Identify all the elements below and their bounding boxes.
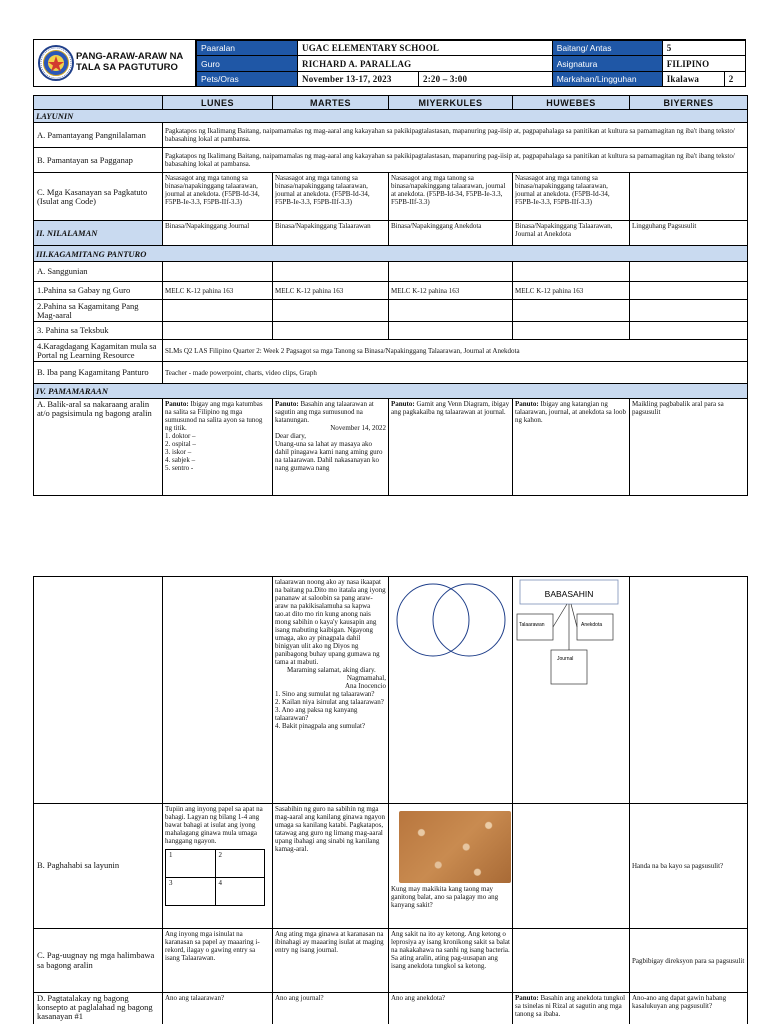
header-logo-cell [34, 40, 196, 86]
kasanayan-lunes: Nasasagot ang mga tanong sa binasa/napakinggang talaarawan, journal at anekdota. (F5PB-Id-34, F5PB-Ie-3.3, F5PB-IIf-3.3) [163, 173, 273, 221]
row-label-pamantayan-sa-pagganap: B. Pamantayan sa Pagganap [34, 148, 163, 173]
balik-aral-miyerkules [389, 399, 513, 496]
panuto-label: Panuto: [391, 400, 415, 408]
school-value: UGAC ELEMENTARY SCHOOL [298, 41, 553, 56]
subject-value: FILIPINO [662, 56, 745, 71]
pag-uugnay-biyernes: Pagbibigay direksyon para sa pagsusulit [630, 929, 748, 993]
date-label: Pets/Oras [197, 71, 298, 86]
talaarawan-label: Talaarawan [519, 622, 545, 628]
fold-grid [165, 849, 265, 906]
kasanayan-miyerkules: Nasasagot ang mga tanong sa binasa/napakinggang talaarawan, journal at anekdota. (F5PB-Id-34, F5PB-Ie-3.3, F5PB-IIf-3.3) [389, 173, 513, 221]
balik-huw-instruction: Ibigay ang katangian ng talaarawan, journal, at anekdota sa loob ng kahon. [515, 400, 626, 424]
row-label-learning-resource: 4.Karagdagang Kagamitan mula sa Portal ng Learning Resource [34, 340, 163, 362]
quarter-value: Ikalawa [662, 71, 724, 86]
row-label-iba-pang-kagamitan: B. Iba pang Kagamitang Panturo [34, 362, 163, 384]
row-label-gabay-ng-guro: 1.Pahina sa Gabay ng Guro [34, 282, 163, 300]
row-label-sanggunian: A. Sanggunian [34, 262, 163, 282]
balik-lunes-instruction: Ibigay ang mga katumbas na salita sa Filipino ng mga sumusunod na salita ayon sa tunog ng titik. [165, 400, 263, 432]
gabay-miyerkules: MELC K-12 pahina 163 [389, 282, 513, 300]
quarter-label: Markahan/Lingguhan [552, 71, 662, 86]
paghahabi-miy-text: Kung may makikita kang taong may ganitong balat, ano sa palagay mo ang kanyang sakit? [391, 885, 499, 909]
skin-condition-photo [399, 811, 511, 883]
balik-lunes-list: 1. doktor – 2. ospital – 3. iskor – 4. sabjek – 5. sentro - [165, 432, 196, 472]
paghahabi-lunes [163, 804, 273, 929]
panuto-label: Panuto: [165, 400, 189, 408]
pagtalakay-biyernes: Ano-ano ang dapat gawin habang kasalukuyan ang pagsusulit? [630, 993, 748, 1024]
balik-aral-biyernes: Maikling pagbabalik aral para sa pagsusulit [630, 399, 748, 496]
fold-cell-2: 2 [215, 850, 265, 878]
day-header-huwebes: HUWEBES [513, 96, 630, 110]
pamantayang-pangnilalaman-text: Pagkatapos ng Ikalimang Baitang, naipamamalas ng mag-aaral ang kakayahan sa pakikipagtalastasan, mapanuring pag-iisip at, pagpapahalaga sa panitikan at kultura sa pamamagitan ng iba't ibang teksto/ babasahing lokal at pambansa. [163, 123, 748, 148]
nilalaman-biyernes: Lingguhang Pagsusulit [630, 221, 748, 246]
row-label-paghahabi: B. Paghahabi sa layunin [34, 804, 163, 929]
teacher-label: Guro [197, 56, 298, 71]
date-value: November 13-17, 2023 [298, 71, 419, 86]
section-pamamaraan: IV. PAMAMARAAN [34, 384, 748, 399]
paghahabi-martes: Sasabihin ng guro na sabihin ng mga mag-aaral ang kanilang ginawa ngayon umaga sa kanilang katabi. Pagkatapos, tatawag ang guro ng limang mag-aaral upang ibahagi ang sinabi ng kanilang kamag-aral. [273, 804, 389, 929]
row-label-kagamitang-pang-mag-aaral: 2.Pahina sa Kagamitang Pang Mag-aaral [34, 300, 163, 322]
row-label-pag-uugnay: C. Pag-uugnay ng mga halimbawa sa bagong aralin [34, 929, 163, 993]
kasanayan-biyernes [630, 173, 748, 221]
journal-label: Journal [557, 656, 574, 662]
diary-closing: Nagmamahal, [346, 674, 386, 682]
diary-signature: Ana Inocencio [344, 682, 386, 690]
paghahabi-lunes-text: Tupiin ang inyong papel sa apat na bahagi. Lagyan ng bilang 1-4 ang bawat bahagi at isulat ang iyong mahalagang ginawa mula umaga hanggang ngayon. [165, 805, 263, 845]
panuto-label: Panuto: [275, 400, 299, 408]
balik-martes-instruction: Basahin ang talaarawan at sagutin ang mga sumusunod na katanungan. [275, 400, 374, 424]
pagtalakay-miyerkules: Ano ang anekdota? [389, 993, 513, 1024]
row-label-teksbuk: 3. Pahina sa Teksbuk [34, 322, 163, 340]
fold-cell-3: 3 [166, 878, 216, 906]
nilalaman-huwebes: Binasa/Napakinggang Talaarawan, Journal at Anekdota [513, 221, 630, 246]
balik-aral-martes [273, 399, 389, 496]
header-info-table [196, 40, 746, 87]
fold-cell-1: 1 [166, 850, 216, 878]
pag-uugnay-lunes: Ang inyong mga isinulat na karanasan sa papel ay maaaring i-rekord, ilagay o gawing entry sa isang Talaarawan. [163, 929, 273, 993]
row-label-pagtalakay: D. Pagtatalakay ng bagong konsepto at paglalahad ng bagong kasanayan #1 [34, 993, 163, 1024]
page-title: PANG-ARAW-ARAW NA TALA SA PAGTUTURO [76, 51, 184, 73]
corner-cell [34, 96, 163, 110]
row-label-kasanayan: C. Mga Kasanayan sa Pagkatuto (Isulat ang Code) [34, 173, 163, 221]
diary-date: November 14, 2022 [330, 424, 386, 432]
pagtalakay-martes: Ano ang journal? [273, 993, 389, 1024]
pagtalakay-lunes: Ano ang talaarawan? [163, 993, 273, 1024]
grade-value: 5 [662, 41, 745, 56]
babasahin-concept-map [515, 578, 625, 693]
gabay-huwebes: MELC K-12 pahina 163 [513, 282, 630, 300]
diary-continued [273, 577, 389, 804]
gabay-martes: MELC K-12 pahina 163 [273, 282, 389, 300]
week-value: 2 [724, 71, 745, 86]
pagtalakay-huwebes [513, 993, 630, 1024]
time-value: 2:20 – 3:00 [419, 71, 553, 86]
gabay-biyernes [630, 282, 748, 300]
balik-aral-lunes [163, 399, 273, 496]
plan-table-page-2 [33, 576, 748, 1024]
balik-miy-instruction: Gamit ang Venn Diagram, ibigay ang pagkakaiba ng talaarawan at journal. [391, 400, 510, 416]
diary-body-start: Dear diary, Unang-una sa lahat ay masaya ako dahil pinagawa kami nang aming guro na talaarawan. Dahil nakasanayan ko nang gumawa nang [275, 432, 383, 472]
plan-table-page-1 [33, 95, 748, 496]
header-block [33, 39, 746, 87]
pag-uugnay-miyerkules: Ang sakit na ito ay ketong. Ang ketong o leprosiya ay isang kronikong sakit sa balat na nakakahawa na sanhi ng isang bacteria. Sa ating aralin, ating pag-uusapan ang isang anekdota tungkol sa ketong. [389, 929, 513, 993]
nilalaman-miyerkules: Binasa/Napakinggang Anekdota [389, 221, 513, 246]
grade-label: Baitang/ Antas [552, 41, 662, 56]
section-kagamitang-panturo: III.KAGAMITANG PANTURO [34, 246, 748, 262]
diary-thanks: Maraming salamat, aking diary. [287, 666, 376, 674]
panuto-label: Panuto: [515, 994, 539, 1002]
kasanayan-martes: Nasasagot ang mga tanong sa binasa/napakinggang talaarawan, journal at anekdota. (F5PB-Id-34, F5PB-Ie-3.3, F5PB-IIf-3.3) [273, 173, 389, 221]
pag-uugnay-martes: Ang ating mga ginawa at karanasan na ibinahagi ay maaaring isulat at maging entry ng isang journal. [273, 929, 389, 993]
nilalaman-lunes: Binasa/Napakinggang Journal [163, 221, 273, 246]
row-label-pamantayang-pangnilalaman: A. Pamantayang Pangnilalaman [34, 123, 163, 148]
day-header-miyerkules: MIYERKULES [389, 96, 513, 110]
section-nilalaman: II. NILALAMAN [34, 221, 163, 246]
fold-cell-4: 4 [215, 878, 265, 906]
day-header-martes: MARTES [273, 96, 389, 110]
nilalaman-martes: Binasa/Napakinggang Talaarawan [273, 221, 389, 246]
section-layunin: LAYUNIN [34, 110, 748, 123]
day-header-biyernes: BIYERNES [630, 96, 748, 110]
anekdota-label: Anekdota [581, 622, 603, 628]
diary-questions: 1. Sino ang sumulat ng talaarawan? 2. Kailan niya isinulat ang talaarawan? 3. Ano ang paksa ng kanyang talaarawan? 4. Bakit pinagpala ang sumulat? [275, 690, 384, 730]
subject-label: Asignatura [552, 56, 662, 71]
school-label: Paaralan [197, 41, 298, 56]
kasanayan-huwebes: Nasasagot ang mga tanong sa binasa/napakinggang talaarawan, journal at anekdota. (F5PB-Id-34, F5PB-Ie-3.3, F5PB-IIf-3.3) [513, 173, 630, 221]
row-label-balik-aral: A. Balik-aral sa nakaraang aralin at/o pagsisimula ng bagong aralin [34, 399, 163, 496]
babasahin-title: BABASAHIN [544, 589, 594, 599]
paghahabi-miyerkules [389, 804, 513, 929]
iba-pang-kagamitan-text: Teacher - made powerpoint, charts, video clips, Graph [163, 362, 748, 384]
venn-diagram-cell [389, 577, 513, 804]
panuto-label: Panuto: [515, 400, 539, 408]
venn-diagram [391, 578, 509, 678]
deped-seal-icon [38, 45, 74, 81]
teacher-value: RICHARD A. PARALLAG [298, 56, 553, 71]
pagtalakay-huw-text: Basahin ang anekdota tungkol sa tsinelas ni Rizal at sagutin ang mga tanong sa ibaba. [515, 994, 626, 1018]
balik-aral-huwebes [513, 399, 630, 496]
babasahin-chart-cell [513, 577, 630, 804]
diary-body-cont: talaarawan noong ako ay nasa ikaapat na baitang pa.Dito mo itatala ang iyong pananaw at saloobin sa pang araw-araw na pakikisalamuha sa kapwa tao.at dito mo rin kung anong nais mong sabihin o kaya'y kausapin ang isang mabuting kaibigan. Ngayong umaga, ako ay pinagpala dahil binigyan ulit ako ng Diyos ng panibagong buhay upang gumawa ng tama at mabuti. [275, 578, 386, 666]
gabay-lunes: MELC K-12 pahina 163 [163, 282, 273, 300]
paghahabi-biyernes: Handa na ba kayo sa pagsusulit? [630, 804, 748, 929]
pamantayan-sa-pagganap-text: Pagkatapos ng Ikalimang Baitang, naipamamalas ng mag-aaral ang kakayahan sa pakikipagtalastasan, mapanuring pag-iisip at, pagpapahalaga sa panitikan at kultura sa pamamagitan ng iba't ibang teksto/ babasahing lokal at pambansa. [163, 148, 748, 173]
day-header-lunes: LUNES [163, 96, 273, 110]
learning-resource-text: SLMs Q2 LAS Filipino Quarter 2: Week 2 Pagsagot sa mga Tanong sa Binasa/Napakinggang Talaarawan, Journal at Anekdota [163, 340, 748, 362]
